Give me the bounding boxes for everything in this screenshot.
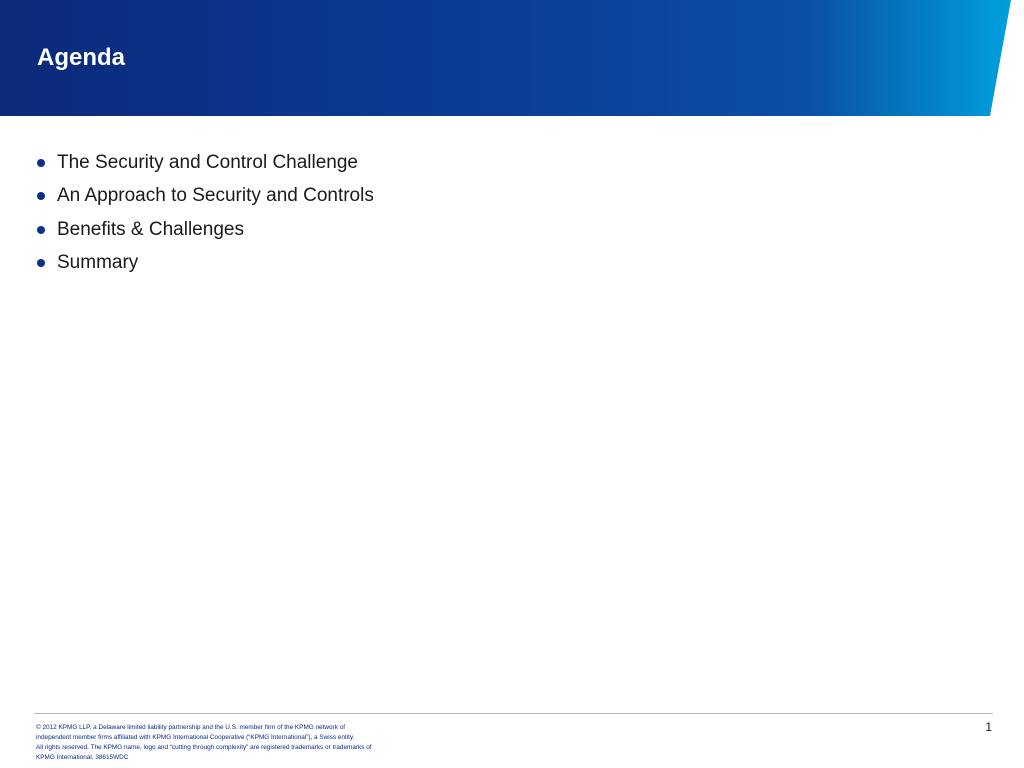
header-banner: [0, 0, 1024, 116]
page-title: Agenda: [37, 44, 126, 71]
footer-copyright-line: independent member firms affiliated with KPMG International Cooperative (“KPMG International”), a Swiss entity.: [36, 734, 355, 741]
footer-copyright: [36, 723, 436, 763]
page-number: 1: [985, 720, 992, 734]
agenda-item: [37, 247, 374, 281]
header-banner-shape: [0, 0, 1011, 116]
footer-copyright-line: KPMG International. 38615WDC: [36, 754, 129, 761]
agenda-item-label: Summary: [57, 252, 139, 274]
agenda-item-label: Benefits & Challenges: [57, 218, 244, 240]
footer-copyright-line: All rights reserved. The KPMG name, logo and “cutting through complexity” are registered trademarks or trademarks of: [36, 744, 372, 751]
bullet-dot-icon: [37, 226, 45, 234]
agenda-item-label: The Security and Control Challenge: [57, 151, 359, 173]
bullet-dot-icon: [37, 259, 45, 267]
agenda-list: [37, 146, 374, 280]
header-banner-graphic: [0, 0, 1024, 116]
agenda-item: [37, 213, 374, 247]
agenda-item: [37, 146, 374, 180]
footer-copyright-line: © 2012 KPMG LLP, a Delaware limited liability partnership and the U.S. member firm of the KPMG network of: [36, 724, 345, 731]
bullet-dot-icon: [37, 159, 45, 167]
agenda-item-label: An Approach to Security and Controls: [57, 185, 374, 207]
agenda-item: [37, 180, 374, 214]
bullet-dot-icon: [37, 192, 45, 200]
footer-divider: [34, 713, 993, 714]
